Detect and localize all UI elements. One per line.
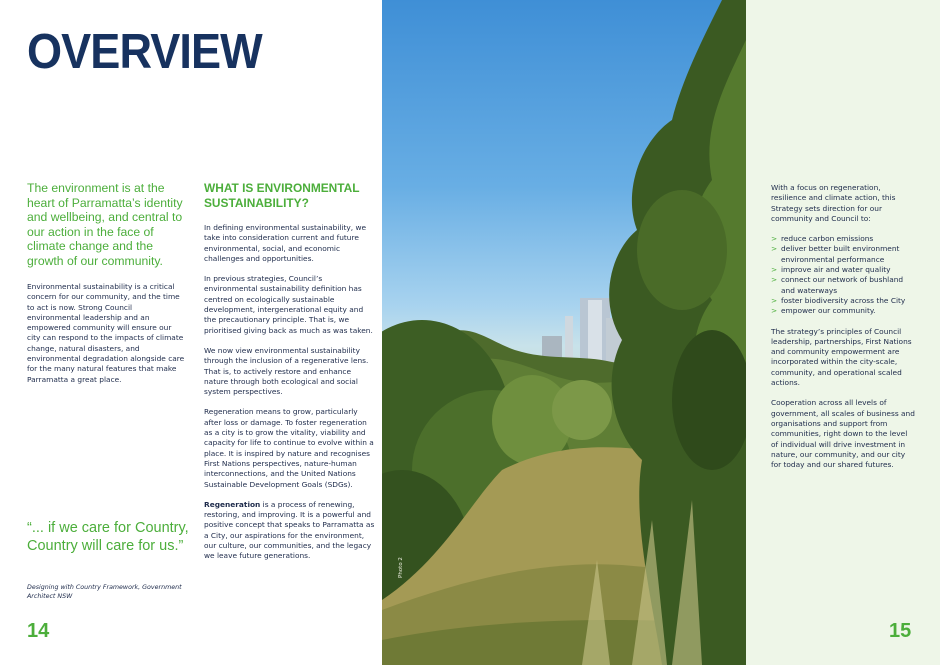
regeneration-term: Regeneration bbox=[204, 499, 261, 509]
list-item: > deliver better built environment environmental performance bbox=[771, 244, 900, 264]
pull-quote: “... if we care for Country, Country will care for us.” bbox=[27, 520, 189, 554]
strategy-goals-list bbox=[771, 234, 916, 316]
list-item: > foster biodiversity across the City bbox=[771, 295, 906, 305]
page-number-left: 14 bbox=[27, 620, 50, 642]
photo-credit: Photo 2 bbox=[398, 557, 404, 578]
definition-paragraph-2: In previous strategies, Council’s environmental sustainability definition has centred on ecologically sustainable development, intergenerational equity and the precautionary principle. That is, we prioritised giving back as much as was taken. bbox=[204, 274, 373, 335]
list-item: > empower our community. bbox=[771, 306, 876, 316]
photo-illustration bbox=[382, 0, 746, 665]
cooperation-paragraph: Cooperation across all levels of government, all scales of business and organisations and support from communities, right down to the level of individual will drive investment in nature, our community, and our city for today and our shared futures. bbox=[771, 398, 915, 470]
definition-paragraph-5 bbox=[204, 500, 376, 562]
chevron-right-icon: > bbox=[771, 265, 778, 275]
quote-source: Designing with Country Framework, Government Architect NSW bbox=[27, 584, 182, 600]
definition-paragraph-4: Regeneration means to grow, particularly after loss or damage. To foster regeneration as a city is to grow the vitality, viability and capacity for life to continue to evolve within a place. It is inspired by nature and recognises First Nations perspectives, nature-human interconnections, and the United Nations Sustainable Development Goals (SDGs). bbox=[204, 407, 374, 489]
intro-paragraph: Environmental sustainability is a critical concern for our community, and the time to act is now. Strong Council environmental leadership and an empowered community will ensure our city can respond to the impacts of climate change, natural disasters, and environmental degradation alongside care for the many natural features that make Parramatta a great place. bbox=[27, 282, 185, 384]
chevron-right-icon: > bbox=[771, 295, 778, 305]
chevron-right-icon: > bbox=[771, 306, 778, 316]
lead-statement: The environment is at the heart of Parramatta’s identity and wellbeing, and central to our action in the face of climate change and the growth of our community. bbox=[27, 181, 183, 268]
list-item: > reduce carbon emissions bbox=[771, 234, 874, 244]
chevron-right-icon: > bbox=[771, 234, 778, 244]
strategy-summary bbox=[771, 183, 916, 480]
regeneration-definition: is a process of renewing, restoring, and improving. It is a powerful and positive concept that speaks to Parramatta as a City, our aspirations for the environment, our culture, our communities, and the legacy we leave future generations. bbox=[204, 499, 375, 561]
list-item: > improve air and water quality bbox=[771, 265, 891, 275]
chevron-right-icon: > bbox=[771, 244, 778, 254]
page-number-right: 15 bbox=[889, 620, 912, 642]
strategy-intro: With a focus on regeneration, resilience and climate action, this Strategy sets direction for our community and Council to: bbox=[771, 183, 896, 223]
page-title: OVERVIEW bbox=[27, 25, 262, 79]
chevron-right-icon: > bbox=[771, 275, 778, 285]
definition-paragraph-1: In defining environmental sustainability, we take into consideration current and future environmental, social, and economic challenges and opportunities. bbox=[204, 223, 367, 263]
landscape-photo bbox=[382, 0, 746, 665]
definition-column bbox=[204, 181, 376, 572]
list-item: > connect our network of bushland and waterways bbox=[771, 275, 904, 295]
definition-paragraph-3: We now view environmental sustainability through the inclusion of a regenerative lens. That is, to actively restore and enhance nature through both ecological and social system perspectives. bbox=[204, 345, 369, 397]
principles-paragraph: The strategy’s principles of Council leadership, partnerships, First Nations and community empowerment are incorporated within the city-scale, community, and operational scaled actions. bbox=[771, 326, 912, 388]
section-heading: WHAT IS ENVIRONMENTAL SUSTAINABILITY? bbox=[204, 181, 360, 210]
